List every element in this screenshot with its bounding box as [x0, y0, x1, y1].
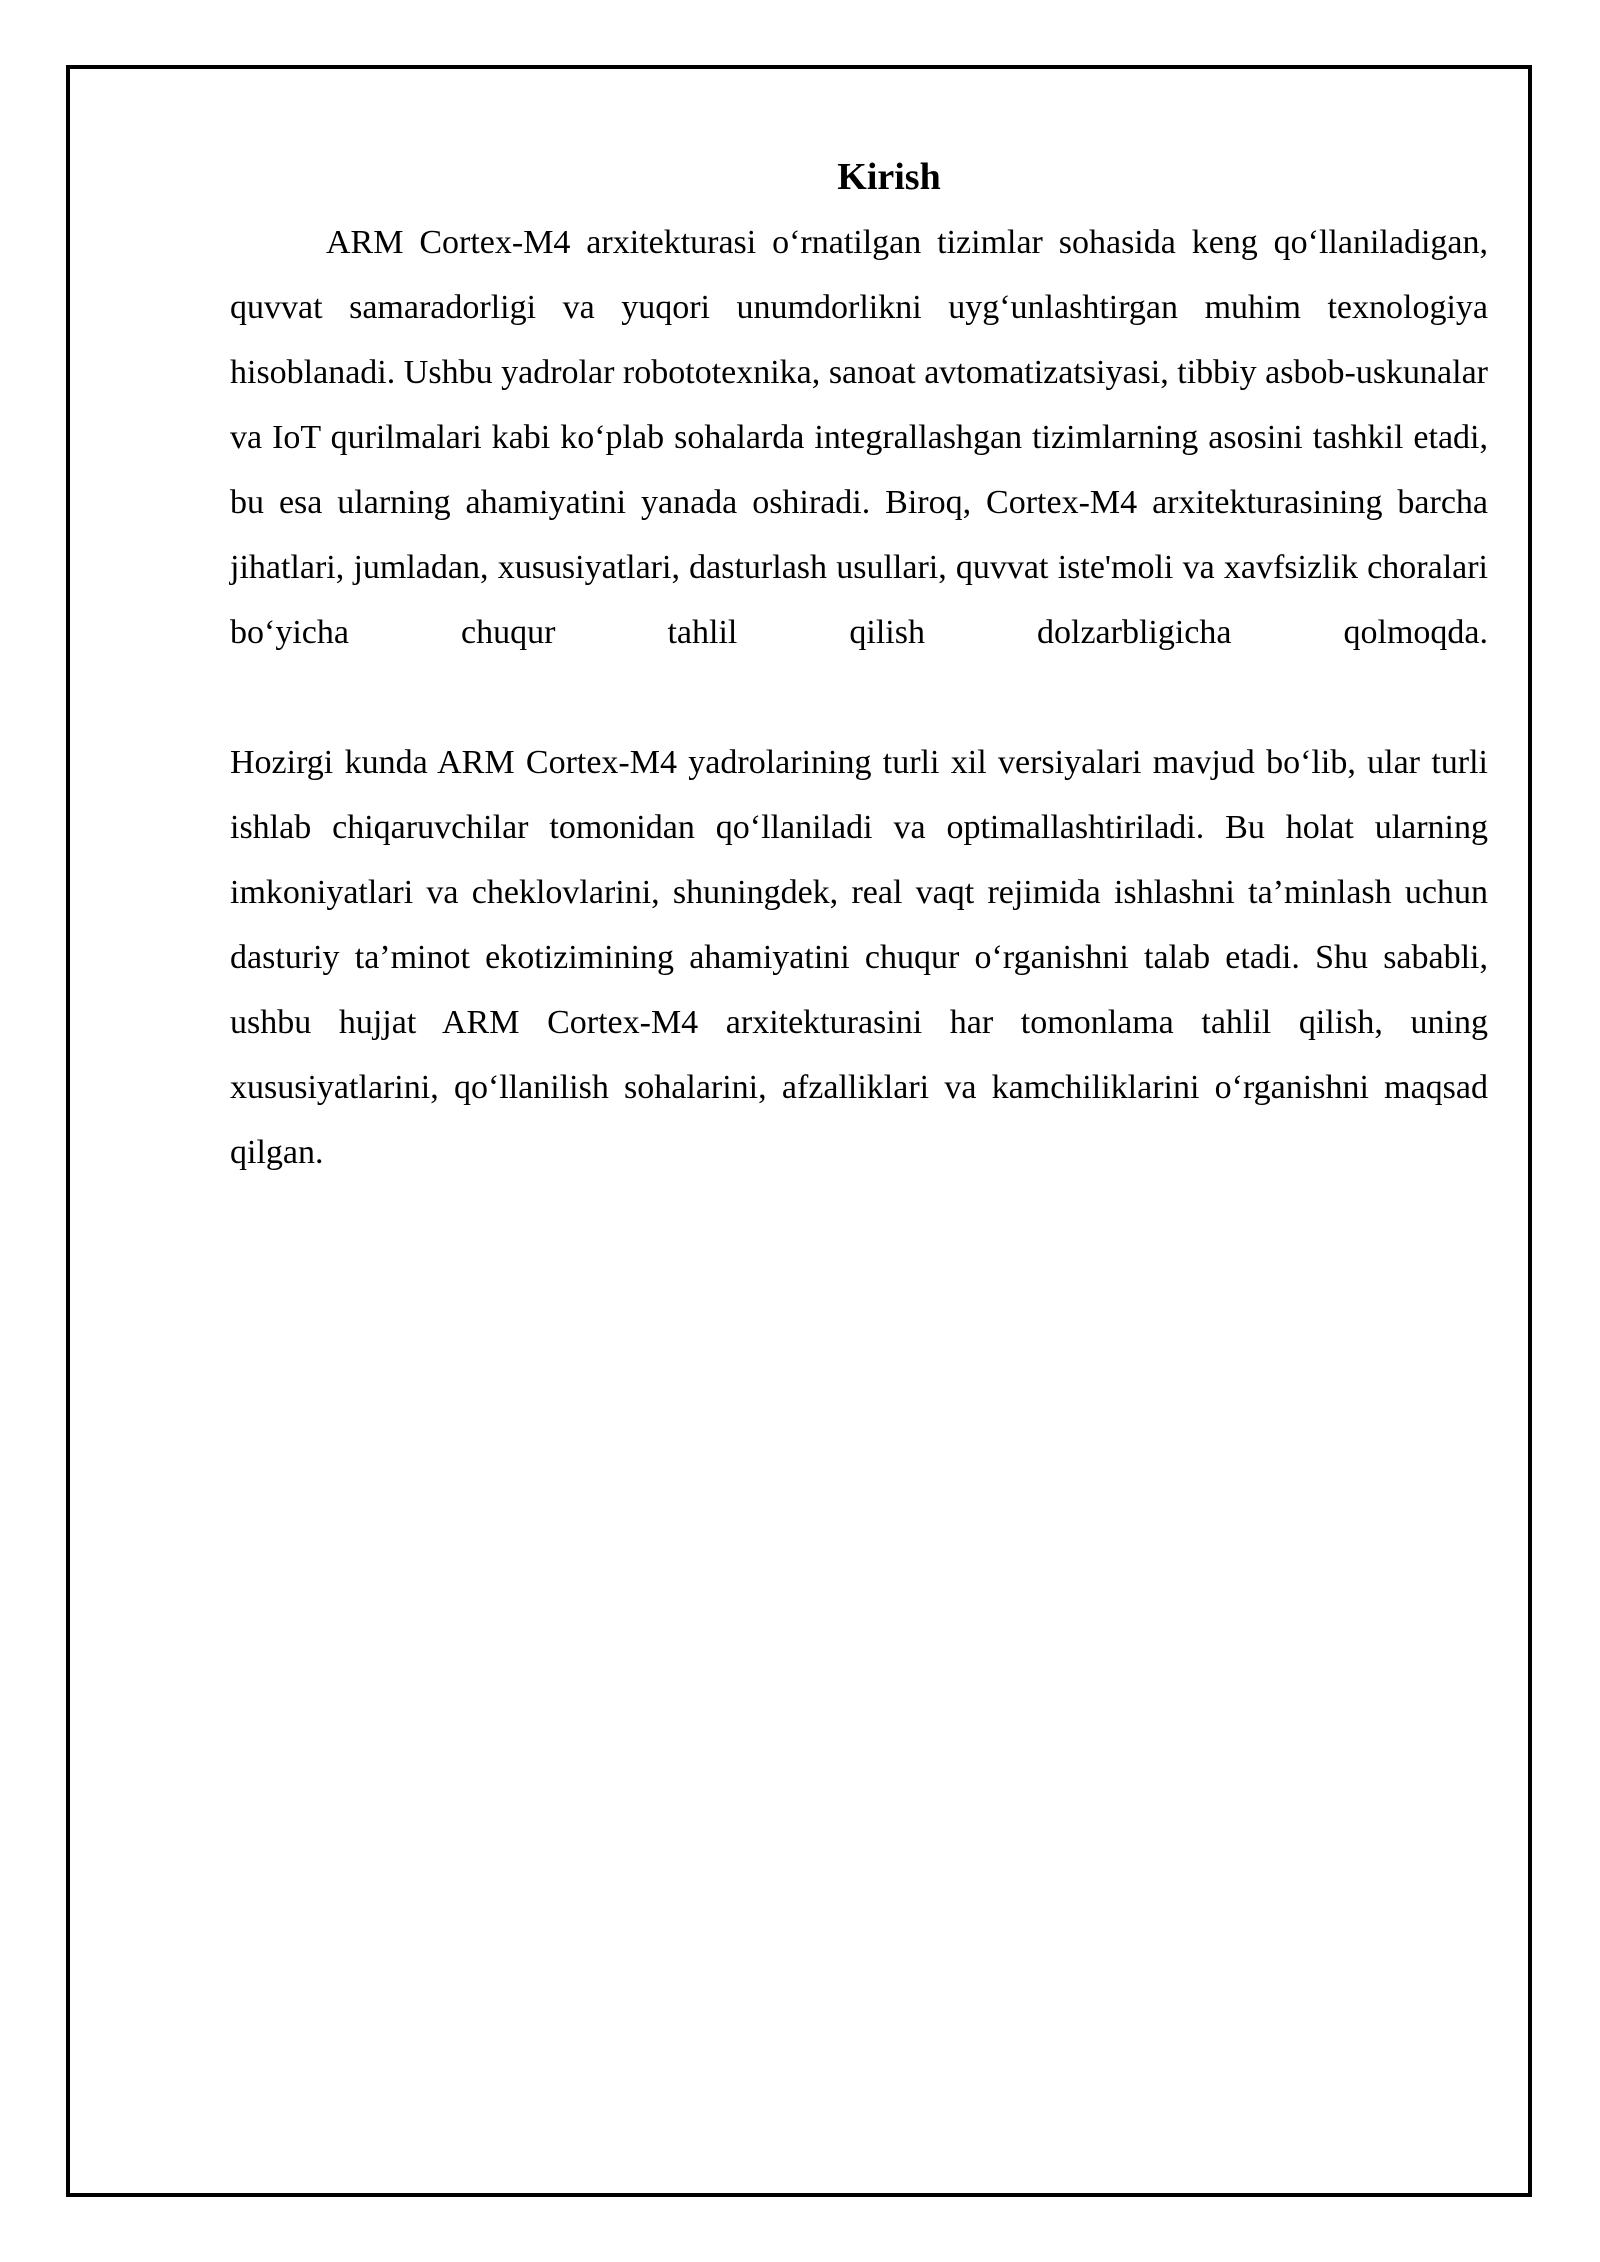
paragraph-intro: ARM Cortex-M4 arxitekturasi o‘rnatilgan tizimlar sohasida keng qo‘llaniladigan, quvvat samaradorligi va yuqori unumdorlikni uyg‘unlashtirgan muhim texnologiya hisoblanadi. Ushbu yadrolar robototexnika, sanoat avtomatizatsiyasi, tibbiy asbob-uskunalar va IoT qurilmalari kabi ko‘plab sohalarda integrallashgan tizimlarning asosini tashkil etadi, bu esa ularning ahamiyatini yanada oshiradi. Biroq, Cortex-M4 arxitekturasining barcha jihatlari, jumladan, xususiyatlari, dasturlash usullari, quvvat iste'moli va xavfsizlik choralari bo‘yicha chuqur tahlil qilish dolzarbligicha qolmoqda.	[230, 224, 1488, 651]
paragraph-second: Hozirgi kunda ARM Cortex-M4 yadrolarining turli xil versiyalari mavjud bo‘lib, ular turli ishlab chiqaruvchilar tomonidan qo‘llaniladi va optimallashtiriladi. Bu holat ularning imkoniyatlari va cheklovlarini, shuningdek, real vaqt rejimida ishlashni ta’minlash uchun dasturiy ta’minot ekotizimining ahamiyatini chuqur o‘rganishni talab etadi. Shu sababli, ushbu hujjat ARM Cortex-M4 arxitekturasini har tomonlama tahlil qilish, uning xususiyatlarini, qo‘llanilish sohalarini, afzalliklari va kamchiliklarini o‘rganishni maqsad qilgan.	[230, 744, 1488, 1171]
document-title: Kirish	[837, 156, 941, 198]
document-body	[230, 150, 1488, 1185]
paragraph-spacer	[230, 665, 1488, 730]
